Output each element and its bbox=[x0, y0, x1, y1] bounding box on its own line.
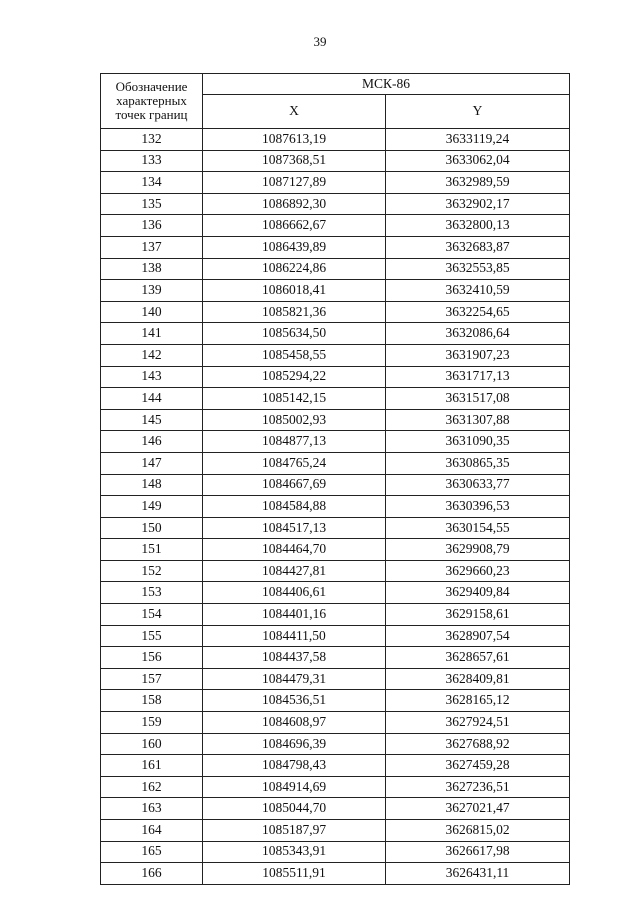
table-row bbox=[101, 301, 570, 323]
y-value-cell: 3631090,35 bbox=[386, 431, 570, 453]
point-number-cell: 156 bbox=[101, 647, 203, 669]
y-value-cell: 3632254,65 bbox=[386, 301, 570, 323]
point-number-cell: 133 bbox=[101, 150, 203, 172]
x-value-cell: 1085343,91 bbox=[203, 841, 386, 863]
x-value-cell: 1084464,70 bbox=[203, 539, 386, 561]
x-value-cell: 1085821,36 bbox=[203, 301, 386, 323]
table-row bbox=[101, 539, 570, 561]
point-number-cell: 163 bbox=[101, 798, 203, 820]
point-number-cell: 160 bbox=[101, 733, 203, 755]
x-value-cell: 1084536,51 bbox=[203, 690, 386, 712]
y-value-cell: 3628165,12 bbox=[386, 690, 570, 712]
y-value-cell: 3627459,28 bbox=[386, 755, 570, 777]
coordinates-table bbox=[100, 73, 570, 885]
table-row bbox=[101, 258, 570, 280]
x-value-cell: 1086662,67 bbox=[203, 215, 386, 237]
x-value-cell: 1085511,91 bbox=[203, 863, 386, 885]
point-number-cell: 154 bbox=[101, 604, 203, 626]
table-row bbox=[101, 474, 570, 496]
point-number-cell: 142 bbox=[101, 344, 203, 366]
point-number-cell: 144 bbox=[101, 388, 203, 410]
point-number-cell: 135 bbox=[101, 193, 203, 215]
y-value-cell: 3630154,55 bbox=[386, 517, 570, 539]
x-value-cell: 1084696,39 bbox=[203, 733, 386, 755]
point-number-cell: 141 bbox=[101, 323, 203, 345]
table-row bbox=[101, 366, 570, 388]
y-column-header: Y bbox=[386, 95, 570, 129]
table-row bbox=[101, 690, 570, 712]
table-header-row bbox=[101, 74, 570, 95]
point-number-cell: 151 bbox=[101, 539, 203, 561]
x-value-cell: 1086224,86 bbox=[203, 258, 386, 280]
table-row bbox=[101, 798, 570, 820]
x-value-cell: 1084406,61 bbox=[203, 582, 386, 604]
table-row bbox=[101, 560, 570, 582]
y-value-cell: 3632410,59 bbox=[386, 280, 570, 302]
y-value-cell: 3633119,24 bbox=[386, 129, 570, 151]
table-header bbox=[101, 74, 570, 129]
x-value-cell: 1084877,13 bbox=[203, 431, 386, 453]
y-value-cell: 3631307,88 bbox=[386, 409, 570, 431]
table-row bbox=[101, 388, 570, 410]
y-value-cell: 3632989,59 bbox=[386, 172, 570, 194]
x-value-cell: 1084479,31 bbox=[203, 668, 386, 690]
y-value-cell: 3631717,13 bbox=[386, 366, 570, 388]
table-row bbox=[101, 193, 570, 215]
x-value-cell: 1085458,55 bbox=[203, 344, 386, 366]
x-value-cell: 1085142,15 bbox=[203, 388, 386, 410]
x-value-cell: 1084584,88 bbox=[203, 496, 386, 518]
point-number-cell: 155 bbox=[101, 625, 203, 647]
point-number-cell: 153 bbox=[101, 582, 203, 604]
page-number: 39 bbox=[313, 34, 327, 49]
table-row bbox=[101, 431, 570, 453]
table-row bbox=[101, 517, 570, 539]
y-value-cell: 3630396,53 bbox=[386, 496, 570, 518]
y-value-cell: 3627924,51 bbox=[386, 712, 570, 734]
point-number-cell: 145 bbox=[101, 409, 203, 431]
x-value-cell: 1086892,30 bbox=[203, 193, 386, 215]
y-value-cell: 3626815,02 bbox=[386, 820, 570, 842]
x-value-cell: 1086439,89 bbox=[203, 236, 386, 258]
point-number-cell: 138 bbox=[101, 258, 203, 280]
point-number-cell: 149 bbox=[101, 496, 203, 518]
point-number-cell: 159 bbox=[101, 712, 203, 734]
x-value-cell: 1084667,69 bbox=[203, 474, 386, 496]
y-value-cell: 3632553,85 bbox=[386, 258, 570, 280]
x-value-cell: 1084914,69 bbox=[203, 776, 386, 798]
point-number-cell: 136 bbox=[101, 215, 203, 237]
x-value-cell: 1085187,97 bbox=[203, 820, 386, 842]
table-row bbox=[101, 863, 570, 885]
x-value-cell: 1085044,70 bbox=[203, 798, 386, 820]
table-row bbox=[101, 776, 570, 798]
table-row bbox=[101, 150, 570, 172]
table-row bbox=[101, 215, 570, 237]
y-value-cell: 3626617,98 bbox=[386, 841, 570, 863]
x-value-cell: 1084401,16 bbox=[203, 604, 386, 626]
table-row bbox=[101, 452, 570, 474]
x-value-cell: 1085634,50 bbox=[203, 323, 386, 345]
point-number-cell: 147 bbox=[101, 452, 203, 474]
table-row bbox=[101, 496, 570, 518]
x-value-cell: 1087127,89 bbox=[203, 172, 386, 194]
coordinate-system-header: МСК-86 bbox=[203, 74, 570, 95]
y-value-cell: 3627236,51 bbox=[386, 776, 570, 798]
y-value-cell: 3629908,79 bbox=[386, 539, 570, 561]
table-row bbox=[101, 668, 570, 690]
point-number-cell: 132 bbox=[101, 129, 203, 151]
y-value-cell: 3631517,08 bbox=[386, 388, 570, 410]
table-row bbox=[101, 755, 570, 777]
table-row bbox=[101, 129, 570, 151]
x-value-cell: 1085002,93 bbox=[203, 409, 386, 431]
point-number-cell: 148 bbox=[101, 474, 203, 496]
table-body bbox=[101, 129, 570, 885]
y-value-cell: 3632683,87 bbox=[386, 236, 570, 258]
table-row bbox=[101, 625, 570, 647]
x-value-cell: 1084437,58 bbox=[203, 647, 386, 669]
table-row bbox=[101, 582, 570, 604]
y-value-cell: 3628907,54 bbox=[386, 625, 570, 647]
x-column-header: X bbox=[203, 95, 386, 129]
y-value-cell: 3626431,11 bbox=[386, 863, 570, 885]
y-value-cell: 3628657,61 bbox=[386, 647, 570, 669]
y-value-cell: 3632800,13 bbox=[386, 215, 570, 237]
point-number-cell: 161 bbox=[101, 755, 203, 777]
table-row bbox=[101, 647, 570, 669]
x-value-cell: 1084798,43 bbox=[203, 755, 386, 777]
x-value-cell: 1087368,51 bbox=[203, 150, 386, 172]
y-value-cell: 3630633,77 bbox=[386, 474, 570, 496]
point-number-cell: 146 bbox=[101, 431, 203, 453]
point-number-cell: 166 bbox=[101, 863, 203, 885]
table-row bbox=[101, 712, 570, 734]
x-value-cell: 1084411,50 bbox=[203, 625, 386, 647]
point-number-cell: 162 bbox=[101, 776, 203, 798]
x-value-cell: 1087613,19 bbox=[203, 129, 386, 151]
point-number-cell: 140 bbox=[101, 301, 203, 323]
x-value-cell: 1086018,41 bbox=[203, 280, 386, 302]
point-number-cell: 152 bbox=[101, 560, 203, 582]
point-number-cell: 164 bbox=[101, 820, 203, 842]
point-number-cell: 158 bbox=[101, 690, 203, 712]
x-value-cell: 1084427,81 bbox=[203, 560, 386, 582]
table-row bbox=[101, 820, 570, 842]
y-value-cell: 3627688,92 bbox=[386, 733, 570, 755]
y-value-cell: 3629660,23 bbox=[386, 560, 570, 582]
y-value-cell: 3632086,64 bbox=[386, 323, 570, 345]
y-value-cell: 3629158,61 bbox=[386, 604, 570, 626]
table-row bbox=[101, 280, 570, 302]
point-number-cell: 139 bbox=[101, 280, 203, 302]
x-value-cell: 1084608,97 bbox=[203, 712, 386, 734]
point-number-cell: 165 bbox=[101, 841, 203, 863]
table-row bbox=[101, 733, 570, 755]
y-value-cell: 3631907,23 bbox=[386, 344, 570, 366]
table-row bbox=[101, 409, 570, 431]
table-row bbox=[101, 236, 570, 258]
point-number-cell: 137 bbox=[101, 236, 203, 258]
table-row bbox=[101, 604, 570, 626]
point-number-cell: 157 bbox=[101, 668, 203, 690]
x-value-cell: 1084765,24 bbox=[203, 452, 386, 474]
table-row bbox=[101, 172, 570, 194]
point-designation-header: Обозначение характерных точек границ bbox=[101, 74, 203, 129]
y-value-cell: 3630865,35 bbox=[386, 452, 570, 474]
y-value-cell: 3633062,04 bbox=[386, 150, 570, 172]
x-value-cell: 1085294,22 bbox=[203, 366, 386, 388]
y-value-cell: 3628409,81 bbox=[386, 668, 570, 690]
point-number-cell: 143 bbox=[101, 366, 203, 388]
table-row bbox=[101, 841, 570, 863]
x-value-cell: 1084517,13 bbox=[203, 517, 386, 539]
table-row bbox=[101, 344, 570, 366]
point-number-cell: 134 bbox=[101, 172, 203, 194]
point-number-cell: 150 bbox=[101, 517, 203, 539]
y-value-cell: 3627021,47 bbox=[386, 798, 570, 820]
table-row bbox=[101, 323, 570, 345]
y-value-cell: 3629409,84 bbox=[386, 582, 570, 604]
y-value-cell: 3632902,17 bbox=[386, 193, 570, 215]
